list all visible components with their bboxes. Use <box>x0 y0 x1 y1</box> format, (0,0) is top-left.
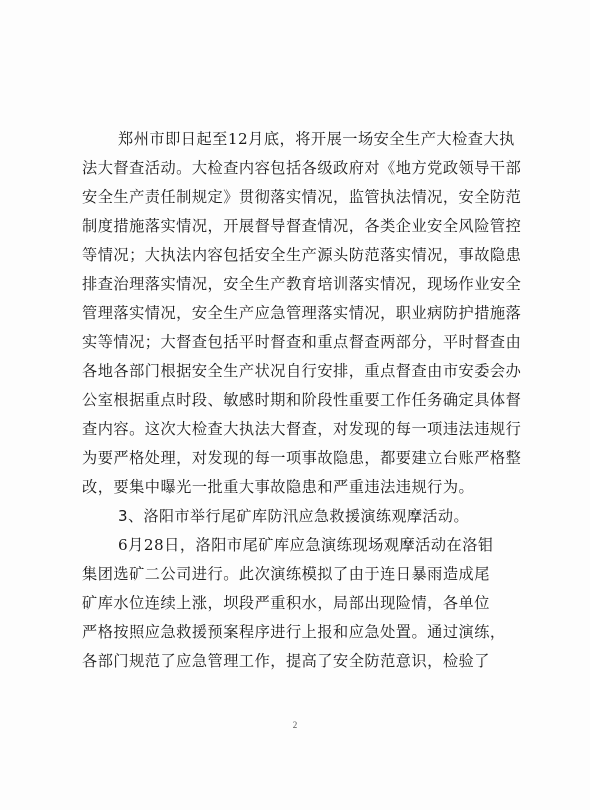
paragraph-line: 6月28日，洛阳市尾矿库应急演练现场观摩活动在洛钼 <box>118 536 494 554</box>
paragraph-line: 实等情况；大督查包括平时督查和重点督查两部分，平时督查由 <box>82 333 522 351</box>
paragraph-line: 查内容。这次大检查大执法大督查，对发现的每一项违法违规行 <box>82 420 522 438</box>
paragraph-line: 集团选矿二公司进行。此次演练模拟了由于连日暴雨造成尾 <box>82 565 490 583</box>
paragraph-line: 各部门规范了应急管理工作，提高了安全防范意识，检验了 <box>82 652 490 670</box>
page-number: 2 <box>292 720 298 730</box>
paragraph-line: 严格按照应急救援预案程序进行上报和应急处置。通过演练， <box>82 623 506 641</box>
paragraph-line: 改，要集中曝光一批重大事故隐患和严重违法违规行为。 <box>82 478 475 496</box>
paragraph-line: 为要严格处理，对发现的每一项事故隐患，都要建立台账严格整 <box>82 449 522 467</box>
section-heading: 3、洛阳市举行尾矿库防汛应急救援演练观摩活动。 <box>118 507 470 525</box>
body-text <box>82 125 522 676</box>
paragraph-line: 法大督查活动。大检查内容包括各级政府对《地方党政领导干部 <box>82 159 522 177</box>
paragraph-line: 公室根据重点时段、敏感时期和阶段性重要工作任务确定具体督 <box>82 391 522 409</box>
paragraph-line: 郑州市即日起至12月底，将开展一场安全生产大检查大执 <box>118 130 515 148</box>
paragraph-line: 管理落实情况，安全生产应急管理落实情况，职业病防护措施落 <box>82 304 522 322</box>
paragraph-line: 各地各部门根据安全生产状况自行安排，重点督查由市安委会办 <box>82 362 522 380</box>
paragraph-line: 矿库水位连续上涨，坝段严重积水，局部出现险情，各单位 <box>82 594 490 612</box>
paragraph-line: 安全生产责任制规定》贯彻落实情况，监管执法情况，安全防范 <box>82 188 522 206</box>
paragraph-line: 制度措施落实情况，开展督导督查情况，各类企业安全风险管控 <box>82 217 522 235</box>
paragraph-line: 排查治理落实情况，安全生产教育培训落实情况，现场作业安全 <box>82 275 522 293</box>
paragraph-line: 等情况；大执法内容包括安全生产源头防范落实情况，事故隐患 <box>82 246 522 264</box>
